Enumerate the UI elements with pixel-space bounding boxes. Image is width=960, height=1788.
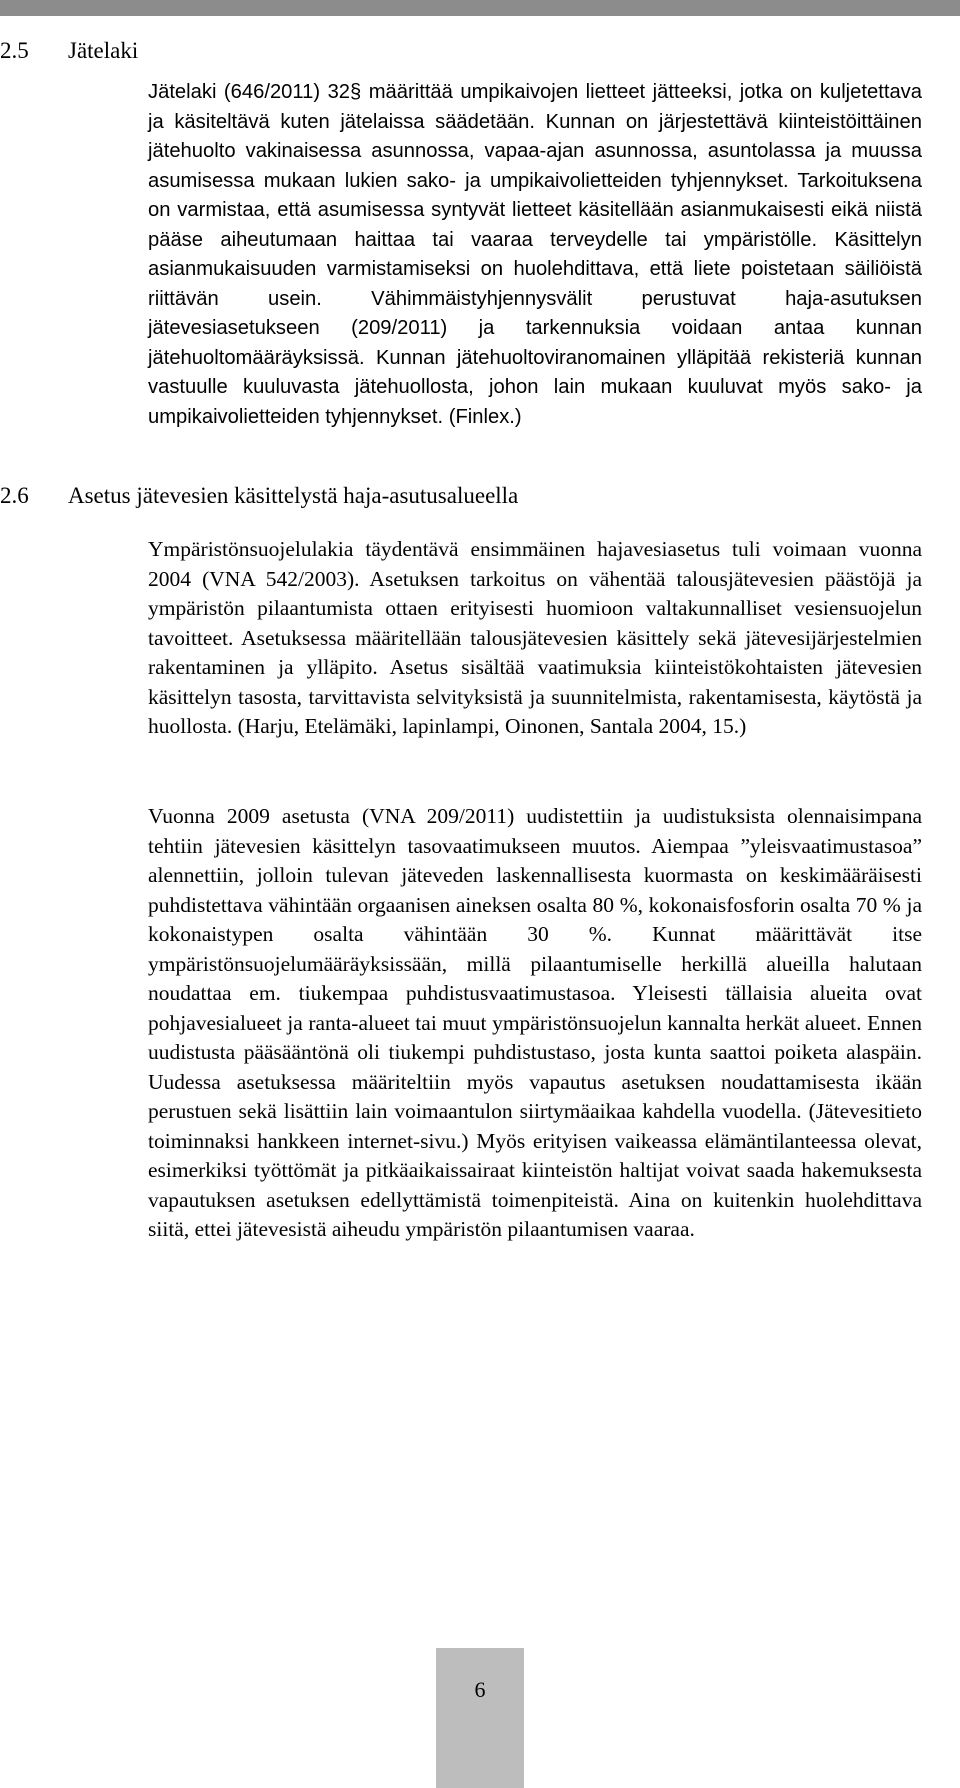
section-title: Asetus jätevesien käsittelystä haja-asutusalueella — [68, 483, 519, 508]
page-number: 6 — [474, 1677, 486, 1702]
section-title: Jätelaki — [68, 38, 139, 63]
section-number: 2.6 — [0, 483, 29, 508]
top-rule — [0, 0, 960, 16]
paragraph: Vuonna 2009 asetusta (VNA 209/2011) uudistettiin ja uudistuksista olennaisimpana tehtiin jätevesien käsittelyn tasovaatimukseen muutos. Aiempaa ”yleisvaatimustasoa” alennettiin, jolloin tulevan jäteveden laskennallisesta kuormasta on keskimääräisesti puhdistettava vähintään orgaanisen aineksen osalta 80 %, kokonaisfosforin osalta 70 % ja kokonaistypen osalta vähintään 30 %. Kunnat määrittävät itse ympäristönsuojelumääräyksissään, millä pilaantumiselle herkillä alueilla halutaan noudattaa em. tiukempaa puhdistusvaatimustasoa. Yleisesti tällaisia alueita ovat pohjavesialueet ja ranta-alueet tai muut ympäristönsuojelun kannalta herkät alueet. Ennen uudistusta pääsääntönä oli tiukempi puhdistustaso, josta kunta saattoi poiketa alaspäin. Uudessa asetuksessa määriteltiin myös vapautus asetuksen noudattamisesta ikään perustuen sekä lisättiin lain voimaantulon siirtymäaikaa kahdella vuodella. (Jätevesitieto toiminnaksi hankkeen internet-sivu.) Myös erityisen vaikeassa elämäntilanteessa olevat, esimerkiksi työttömät ja pitkäaikaissairaat kiinteistön haltijat voivat saada hakemuksesta vapautuksen asetuksen edellyttämistä toimenpiteistä. Aina on kuitenkin huolehdittava siitä, ettei jätevesistä aiheudu ympäristön pilaantumisen vaaraa. — [148, 804, 922, 1241]
section-heading-2-5 — [0, 36, 138, 66]
paragraph: Ympäristönsuojelulakia täydentävä ensimmäinen hajavesiasetus tuli voimaan vuonna 2004 (VNA 542/2003). Asetuksen tarkoitus on vähentää talousjätevesien päästöjä ja ympäristön pilaantumista ottaen erityisesti huomioon valtakunnalliset vesiensuojelun tavoitteet. Asetuksessa määritellään talousjätevesien käsittely sekä jätevesijärjestelmien rakentaminen ja ylläpito. Asetus sisältää vaatimuksia kiinteistökohtaisten jätevesien käsittelyn tasosta, tarvittavista selvityksistä ja suunnitelmista, rakentamisesta, käytöstä ja huollosta. (Harju, Etelämäki, lapinlampi, Oinonen, Santala 2004, 15.) — [148, 537, 922, 738]
paragraph: Jätelaki (646/2011) 32§ määrittää umpikaivojen lietteet jätteeksi, jotka on kuljetettava ja käsiteltävä kuten jätelaissa säädetään. Kunnan on järjestettävä kiinteistöittäinen jätehuolto vakinaisessa asunnossa, vapaa-ajan asunnossa, asuntolassa ja muussa asumisessa mukaan lukien sako- ja umpikaivolietteiden tyhjennykset. Tarkoituksena on varmistaa, että asumisessa syntyvät lietteet käsitellään asianmukaisesti eikä niistä pääse aiheutumaan haittaa tai vaaraa terveydelle tai ympäristölle. Käsittelyn asianmukaisuuden varmistamiseksi on huolehdittava, että liete poistetaan säiliöistä riittävän usein. Vähimmäistyhjennysvälit perustuvat haja-asutuksen jätevesiasetukseen (209/2011) ja tarkennuksia voidaan antaa kunnan jätehuoltomääräyksissä. Kunnan jätehuoltoviranomainen ylläpitää rekisteriä kunnan vastuulle kuuluvasta jätehuollosta, johon lain mukaan kuuluvat myös sako- ja umpikaivolietteiden tyhjennykset. (Finlex.) — [148, 81, 922, 428]
section-number: 2.5 — [0, 38, 29, 63]
page-number-box — [436, 1648, 524, 1788]
section-heading-2-6 — [0, 481, 518, 511]
